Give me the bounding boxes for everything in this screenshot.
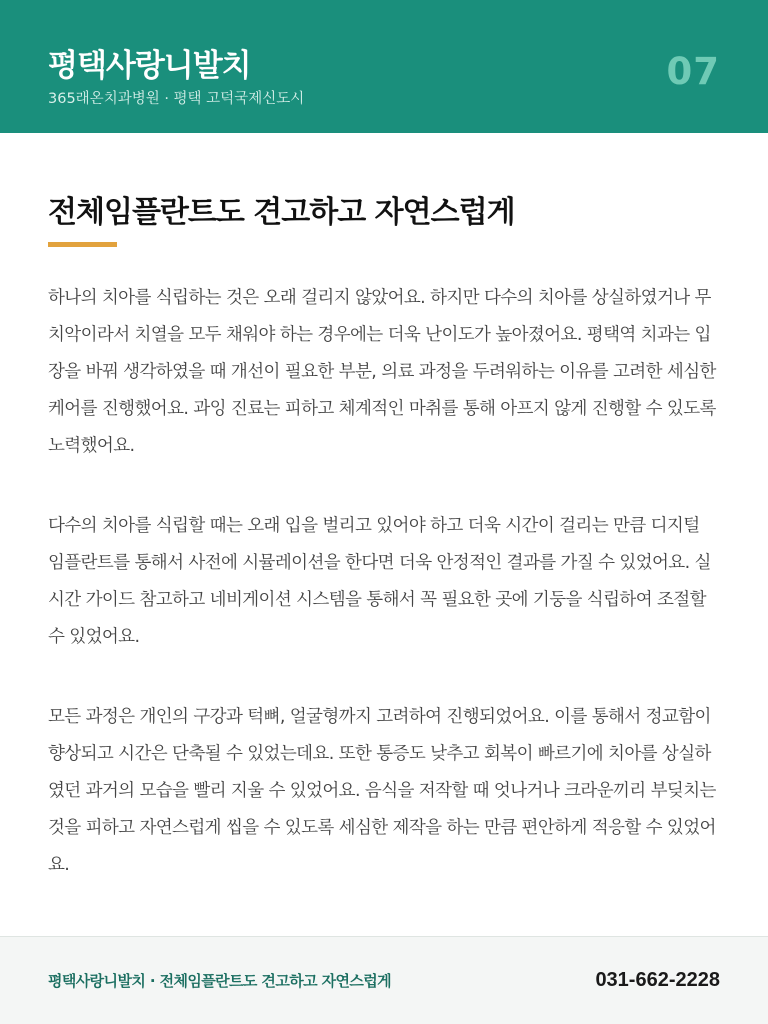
footer-title: 평택사랑니발치 · 전체임플란트도 견고하고 자연스럽게 xyxy=(48,972,392,990)
clinic-subtitle: 365래온치과병원 · 평택 고덕국제신도시 xyxy=(48,91,305,107)
paragraph-1: 하나의 치아를 식립하는 것은 오래 걸리지 않았어요. 하지만 다수의 치아를 상실하였거나 무치악이라서 치열을 모두 채워야 하는 경우에는 더욱 난이도가 높아졌어요. 평택역 치과는 입장을 바꿔 생각하였을 때 개선이 필요한 부분, 의료 과정을 두려워하는 이유를 고려한 세심한 케어를 진행했어요. 과잉 진료는 피하고 체계적인 마취를 통해 아프지 않게 진행할 수 있도록 노력했어요. xyxy=(48,288,716,456)
header-banner xyxy=(0,0,768,133)
phone-number[interactable]: 031-662-2228 xyxy=(595,969,720,991)
paragraph-2: 다수의 치아를 식립할 때는 오래 입을 벌리고 있어야 하고 더욱 시간이 걸리는 만큼 디지털 임플란트를 통해서 사전에 시뮬레이션을 한다면 더욱 안정적인 결과를 가질 수 있었어요. 실시간 가이드 참고하고 네비게이션 시스템을 통해서 꼭 필요한 곳에 기둥을 식립하여 조절할 수 있었어요. xyxy=(48,516,711,647)
paragraph-3: 모든 과정은 개인의 구강과 턱뼈, 얼굴형까지 고려하여 진행되었어요. 이를 통해서 정교함이 향상되고 시간은 단축될 수 있었는데요. 또한 통증도 낮추고 회복이 빠르기에 치아를 상실하였던 과거의 모습을 빨리 지울 수 있었어요. 음식을 저작할 때 엇나거나 크라운끼리 부딪치는 것을 피하고 자연스럽게 씹을 수 있도록 세심한 제작을 하는 만큼 편안하게 적응할 수 있었어요. xyxy=(48,707,716,875)
title-accent-bar xyxy=(48,242,117,247)
brand-title: 평택사랑니발치 xyxy=(48,48,251,84)
footer-bar xyxy=(0,936,768,1024)
page-number: 07 xyxy=(666,50,720,93)
article-body xyxy=(48,280,720,927)
article-title: 전체임플란트도 견고하고 자연스럽게 xyxy=(48,195,515,230)
